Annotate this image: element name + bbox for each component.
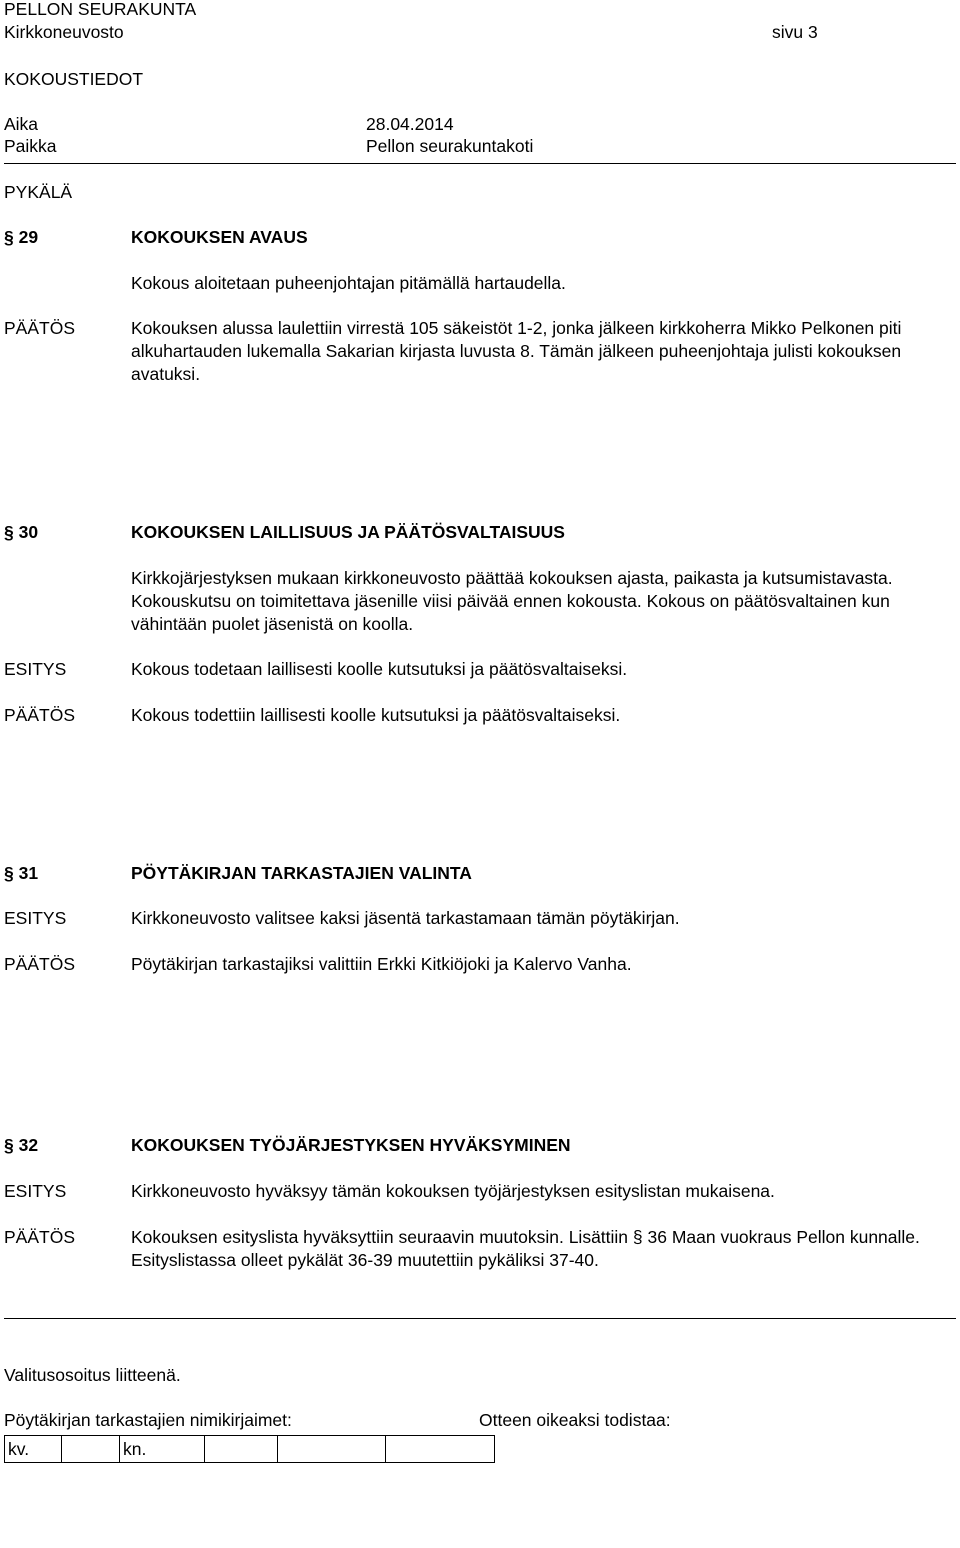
initials-label: Pöytäkirjan tarkastajien nimikirjaimet: — [4, 1410, 292, 1430]
proposal-text: Kirkkoneuvosto hyväksyy tämän kokouksen työjärjestyksen esityslistan mukaisena. — [131, 1181, 775, 1201]
item-title: KOKOUKSEN AVAUS — [131, 227, 308, 247]
decision-label: PÄÄTÖS — [4, 705, 75, 725]
decision-label: PÄÄTÖS — [4, 1227, 75, 1247]
page-number: sivu 3 — [772, 22, 818, 42]
initials-table — [4, 1435, 495, 1463]
certified-label: Otteen oikeaksi todistaa: — [479, 1410, 671, 1430]
initials-cell-kv: kv. — [5, 1436, 62, 1463]
item-number: § 30 — [4, 522, 39, 542]
initials-cell — [62, 1436, 120, 1463]
initials-cell-kn: kn. — [120, 1436, 205, 1463]
item-title: PÖYTÄKIRJAN TARKASTAJIEN VALINTA — [131, 863, 472, 883]
decision-label: PÄÄTÖS — [4, 954, 75, 974]
item-intro: Kirkkojärjestyksen mukaan kirkkoneuvosto päättää kokouksen ajasta, paikasta ja kutsumistavasta. Kokouskutsu on toimitettava jäsenille viisi päivää ennen kokousta. Kokous on päätösvaltainen kun vähintään puolet jäsenistä on koolla. — [131, 568, 893, 634]
proposal-label: ESITYS — [4, 1181, 67, 1201]
header-divider — [4, 163, 956, 164]
initials-cell — [278, 1436, 386, 1463]
time-label: Aika — [4, 114, 39, 134]
appeal-note: Valitusosoitus liitteenä. — [4, 1365, 181, 1385]
decision-text: Pöytäkirjan tarkastajiksi valittiin Erkki Kitkiöjoki ja Kalervo Vanha. — [131, 954, 632, 974]
proposal-text: Kokous todetaan laillisesti koolle kutsutuksi ja päätösvaltaiseksi. — [131, 659, 628, 679]
place-label: Paikka — [4, 136, 57, 156]
footer-divider — [4, 1318, 956, 1319]
initials-cell — [205, 1436, 278, 1463]
item-title: KOKOUKSEN LAILLISUUS JA PÄÄTÖSVALTAISUUS — [131, 522, 565, 542]
decision-text: Kokouksen esityslista hyväksyttiin seuraavin muutoksin. Lisättiin § 36 Maan vuokraus Pellon kunnalle. Esityslistassa olleet pykälät 36-39 muutettiin pykäliksi 37-40. — [131, 1227, 920, 1270]
proposal-text: Kirkkoneuvosto valitsee kaksi jäsentä tarkastamaan tämän pöytäkirjan. — [131, 908, 680, 928]
item-title: KOKOUKSEN TYÖJÄRJESTYKSEN HYVÄKSYMINEN — [131, 1135, 571, 1155]
time-value: 28.04.2014 — [366, 114, 454, 134]
decision-label: PÄÄTÖS — [4, 318, 75, 338]
proposal-label: ESITYS — [4, 908, 67, 928]
initials-cell — [386, 1436, 495, 1463]
decision-text: Kokous todettiin laillisesti koolle kutsutuksi ja päätösvaltaiseksi. — [131, 705, 621, 725]
body-name: Kirkkoneuvosto — [4, 22, 124, 42]
column-label: PYKÄLÄ — [4, 182, 73, 202]
item-number: § 31 — [4, 863, 39, 883]
section-title: KOKOUSTIEDOT — [4, 69, 144, 89]
item-number: § 32 — [4, 1135, 39, 1155]
org-name: PELLON SEURAKUNTA — [4, 0, 197, 19]
item-intro: Kokous aloitetaan puheenjohtajan pitämällä hartaudella. — [131, 273, 566, 293]
decision-text: Kokouksen alussa laulettiin virrestä 105 säkeistöt 1-2, jonka jälkeen kirkkoherra Mikko Pelkonen piti alkuhartauden lukemalla Sakarian kirjasta luvusta 8. Tämän jälkeen puheenjohtaja julisti kokouksen avatuksi. — [131, 318, 902, 384]
initials-row — [5, 1436, 495, 1463]
proposal-label: ESITYS — [4, 659, 67, 679]
item-number: § 29 — [4, 227, 39, 247]
place-value: Pellon seurakuntakoti — [366, 136, 534, 156]
